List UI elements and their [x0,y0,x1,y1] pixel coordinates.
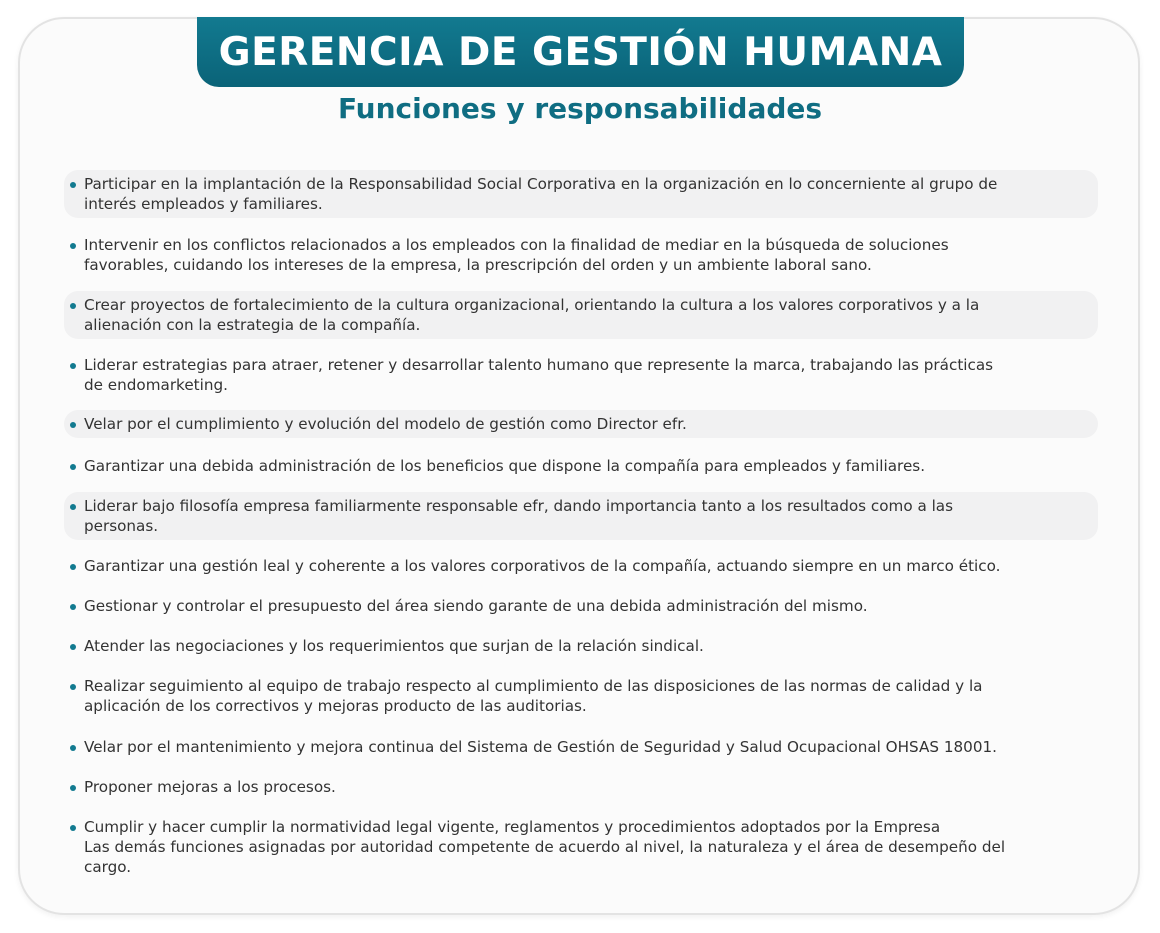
bullet-icon [70,243,76,249]
bullet-icon [70,644,76,650]
bullet-icon [70,564,76,570]
list-item [64,592,1098,620]
bullet-icon [70,504,76,510]
item-line: Gestionar y controlar el presupuesto del área siendo garante de una debida administración del mismo. [84,597,868,615]
item-line: favorables, cuidando los intereses de la empresa, la prescripción del orden y un ambiente laboral sano. [84,256,872,274]
item-line: aplicación de los correctivos y mejoras producto de las auditorias. [84,697,587,715]
bullet-icon [70,604,76,610]
item-line: Garantizar una debida administración de los beneficios que dispone la compañía para empleados y familiares. [84,457,926,475]
bullet-icon [70,745,76,751]
bullet-icon [70,422,76,428]
list-item [64,552,1098,580]
title-banner [197,17,964,87]
bullet-icon [70,825,76,831]
page-subtitle: Funciones y responsabilidades [337,92,823,125]
list-item [64,170,1098,218]
bullet-icon [70,182,76,188]
list-item [64,813,1098,881]
item-line: personas. [84,517,159,535]
item-line: Las demás funciones asignadas por autoridad competente de acuerdo al nivel, la naturaleza y el área de desempeño del [84,838,1006,856]
list-item [64,231,1098,279]
list-item [64,291,1098,339]
item-line: Realizar seguimiento al equipo de trabajo respecto al cumplimiento de las disposiciones de las normas de calidad y la [84,677,983,695]
page-title: GERENCIA DE GESTIÓN HUMANA [218,29,943,75]
item-line: de endomarketing. [84,376,228,394]
item-line: Cumplir y hacer cumplir la normatividad legal vigente, reglamentos y procedimientos adoptados por la Empresa [84,818,941,836]
list-item [64,632,1098,660]
bullet-icon [70,464,76,470]
list-item [64,351,1098,399]
list-item [64,773,1098,801]
bullet-icon [70,363,76,369]
item-line: Garantizar una gestión leal y coherente a los valores corporativos de la compañía, actuando siempre en un marco ético. [84,557,1001,575]
item-line: Velar por el mantenimiento y mejora continua del Sistema de Gestión de Seguridad y Salud Ocupacional OHSAS 18001. [84,738,997,756]
item-line: Liderar bajo filosofía empresa familiarmente responsable efr, dando importancia tanto a los resultados como a las [84,497,954,515]
item-line: Atender las negociaciones y los requerimientos que surjan de la relación sindical. [84,637,704,655]
list-item [64,733,1098,761]
list-item [64,672,1098,720]
list-item [64,452,1098,480]
bullet-icon [70,303,76,309]
list-item [64,410,1098,438]
bullet-icon [70,785,76,791]
bullet-icon [70,684,76,690]
list-item [64,492,1098,540]
item-line: Crear proyectos de fortalecimiento de la cultura organizacional, orientando la cultura a los valores corporativos y a la [84,296,980,314]
item-line: Intervenir en los conflictos relacionados a los empleados con la finalidad de mediar en la búsqueda de soluciones [84,236,949,254]
item-line: Velar por el cumplimiento y evolución del modelo de gestión como Director efr. [84,415,687,433]
item-line: alienación con la estrategia de la compañía. [84,316,421,334]
item-line: Participar en la implantación de la Responsabilidad Social Corporativa en la organización en lo concerniente al grupo de [84,175,998,193]
item-line: Liderar estrategias para atraer, retener y desarrollar talento humano que represente la marca, trabajando las prácticas [84,356,994,374]
item-line: interés empleados y familiares. [84,195,323,213]
item-line: cargo. [84,858,132,876]
item-line: Proponer mejoras a los procesos. [84,778,336,796]
